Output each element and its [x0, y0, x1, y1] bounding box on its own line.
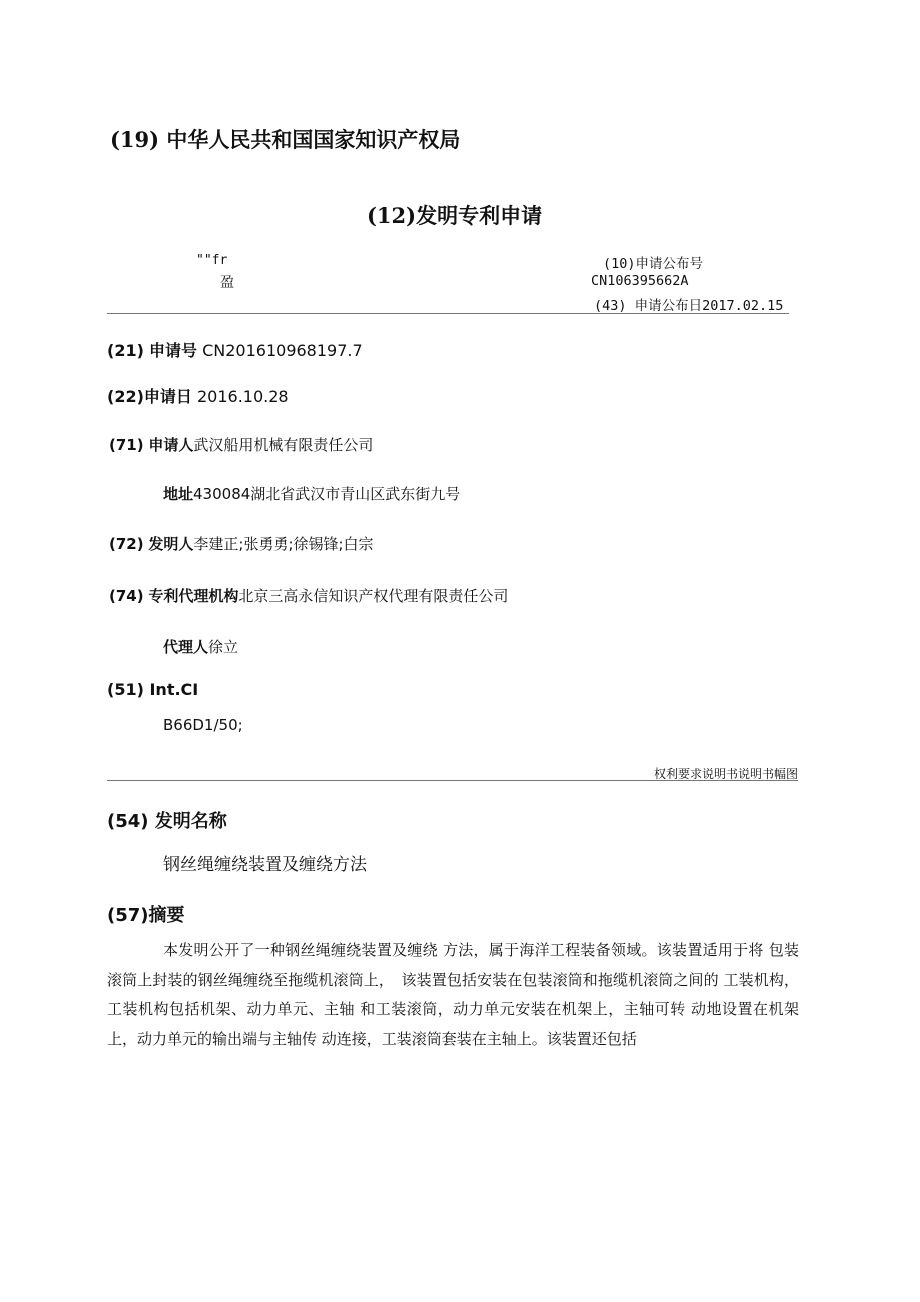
agent: 徐立: [208, 638, 239, 656]
invention-title-label: 发明名称: [154, 811, 227, 832]
application-date: 2016.10.28: [197, 387, 289, 406]
document-type: (12)发明专利申请: [367, 203, 543, 228]
abstract-code: (57): [107, 905, 149, 926]
header-divider: [107, 313, 789, 314]
logo-mark-top: ""fr: [196, 253, 228, 268]
application-date-row: [107, 384, 289, 407]
publication-date-code: (43): [594, 298, 627, 314]
address-row: [163, 483, 460, 504]
abstract-text: 本发明公开了一种钢丝绳缠绕装置及缠绕 方法，属于海洋工程装备领域。该装置适用于将 包装滚筒上封装的钢丝绳缠绕至拖缆机滚筒上， 该装置包括安装在包装滚筒和拖缆机滚筒之间的 工装机构，工装机构包括机架、动力单元、主轴 和工装滚筒，动力单元安装在机架上，主轴可转 动地设置在机架上，动力单元的输出端与主轴传 动连接，工装滚筒套装在主轴上。该装置还包括: [107, 941, 799, 1048]
abstract-heading: [107, 901, 185, 927]
intcl-value: B66D1/50;: [163, 716, 243, 734]
inventors-label: 发明人: [148, 535, 194, 553]
office-header: [110, 124, 460, 154]
publication-number: CN106395662A: [591, 273, 689, 289]
publication-number-label: (10)申请公布号: [603, 256, 704, 272]
invention-title: 钢丝绳缠绕装置及缠绕方法: [163, 855, 367, 875]
invention-title-heading: [107, 807, 227, 833]
address: 430084湖北省武汉市青山区武东街九号: [193, 485, 461, 503]
publication-date-label: 申请公布日: [634, 298, 703, 314]
agent-label: 代理人: [163, 638, 209, 656]
inventors: 李建正;张勇勇;徐锡锋;白宗: [193, 535, 374, 553]
document-parts: 权利要求说明书说明书幅图: [653, 767, 798, 781]
applicant-label: 申请人: [148, 436, 194, 454]
office-code: (19): [110, 127, 160, 152]
agency: 北京三高永信知识产权代理有限责任公司: [238, 587, 509, 605]
intcl-heading: [107, 680, 198, 699]
application-number-code: (21): [107, 341, 144, 360]
applicant: 武汉船用机械有限责任公司: [193, 436, 374, 454]
intcl-label: Int.CI: [149, 680, 199, 699]
logo-mark-bottom: 盈: [220, 275, 234, 291]
application-number-label: 申请号: [148, 341, 197, 360]
agency-row: [109, 585, 508, 606]
invention-title-code: (54): [107, 811, 149, 832]
agency-label: 专利代理机构: [148, 587, 239, 605]
application-date-label: 申请日: [143, 387, 192, 406]
applicant-code: (71): [109, 436, 144, 454]
inventors-row: [109, 533, 374, 554]
inventors-code: (72): [109, 535, 144, 553]
agency-code: (74): [109, 587, 144, 605]
intcl-code: (51): [107, 680, 144, 699]
application-number: CN201610968197.7: [202, 341, 363, 360]
parts-divider: [107, 780, 798, 781]
publication-date: [594, 294, 783, 314]
application-date-code: (22): [107, 387, 144, 406]
applicant-row: [109, 434, 373, 455]
abstract-label: 摘要: [148, 905, 185, 926]
agent-row: [163, 636, 238, 657]
office-name: 中华人民共和国国家知识产权局: [166, 127, 461, 152]
publication-date-value: 2017.02.15: [702, 298, 784, 314]
application-number-row: [107, 338, 363, 361]
address-label: 地址: [163, 485, 194, 503]
